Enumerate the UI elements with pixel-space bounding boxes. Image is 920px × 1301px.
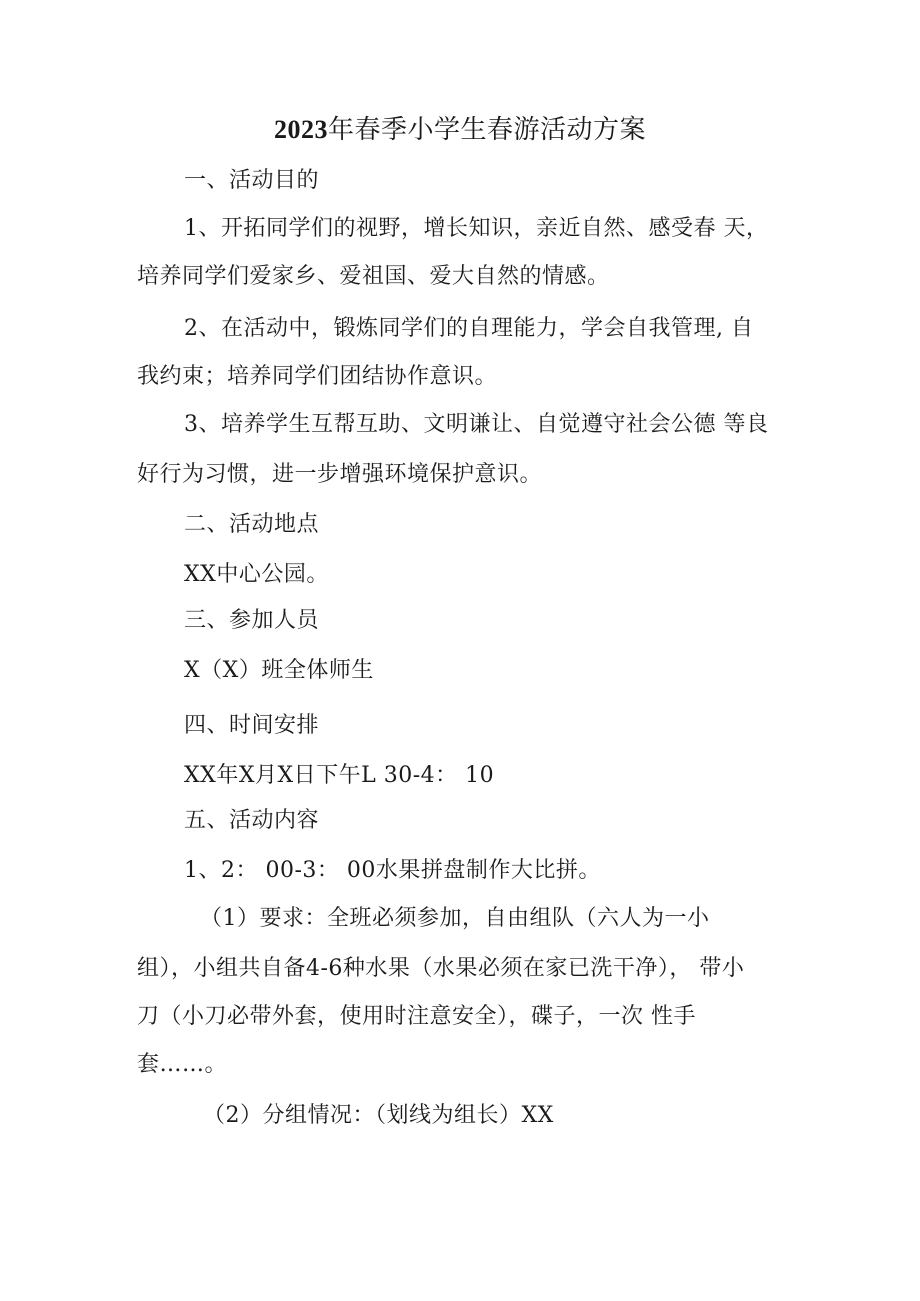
requirement-line-4: 套……。 <box>137 1052 228 1077</box>
location-text: XX中心公园。 <box>184 562 329 587</box>
purpose-item-1-line-2: 培养同学们爱家乡、爱祖国、爱大自然的情感。 <box>137 264 610 289</box>
grouping-line: （2）分组情况：（划线为组长）XX <box>203 1103 554 1128</box>
purpose-item-2-line-2: 我约束；培养同学们团结协作意识。 <box>137 364 498 389</box>
title-text: 年春季小学生春游活动方案 <box>327 115 646 145</box>
section-heading-purpose: 一、活动目的 <box>184 168 320 193</box>
requirement-line-2: 组），小组共自备4-6种水果（水果必须在家已洗干净）， 带小 <box>137 956 745 981</box>
purpose-item-2-line-1: 2、在活动中，锻炼同学们的自理能力，学会自我管理, 自 <box>184 316 754 341</box>
participants-text: X（X）班全体师生 <box>184 658 374 683</box>
section-heading-schedule: 四、时间安排 <box>184 713 320 738</box>
schedule-text: XX年X月X日下午L 30-4： 10 <box>184 763 495 788</box>
section-heading-content: 五、活动内容 <box>184 808 320 833</box>
section-heading-participants: 三、参加人员 <box>184 608 320 633</box>
document-title <box>0 113 920 147</box>
title-year: 2023 <box>273 115 328 144</box>
requirement-line-3: 刀（小刀必带外套，使用时注意安全），碟子，一次 性手 <box>137 1004 696 1029</box>
section-heading-location: 二、活动地点 <box>184 512 320 537</box>
content-item-1: 1、2： 00-3： 00水果拼盘制作大比拼。 <box>184 858 601 883</box>
purpose-item-3-line-2: 好行为习惯，进一步增强环境保护意识。 <box>137 462 543 487</box>
purpose-item-3-line-1: 3、培养学生互帮互助、文明谦让、自觉遵守社会公德 等良 <box>184 412 769 437</box>
purpose-item-1-line-1: 1、开拓同学们的视野，增长知识，亲近自然、感受春 天， <box>184 216 769 241</box>
requirement-line-1: （1）要求：全班必须参加，自由组队（六人为一小 <box>200 906 710 931</box>
